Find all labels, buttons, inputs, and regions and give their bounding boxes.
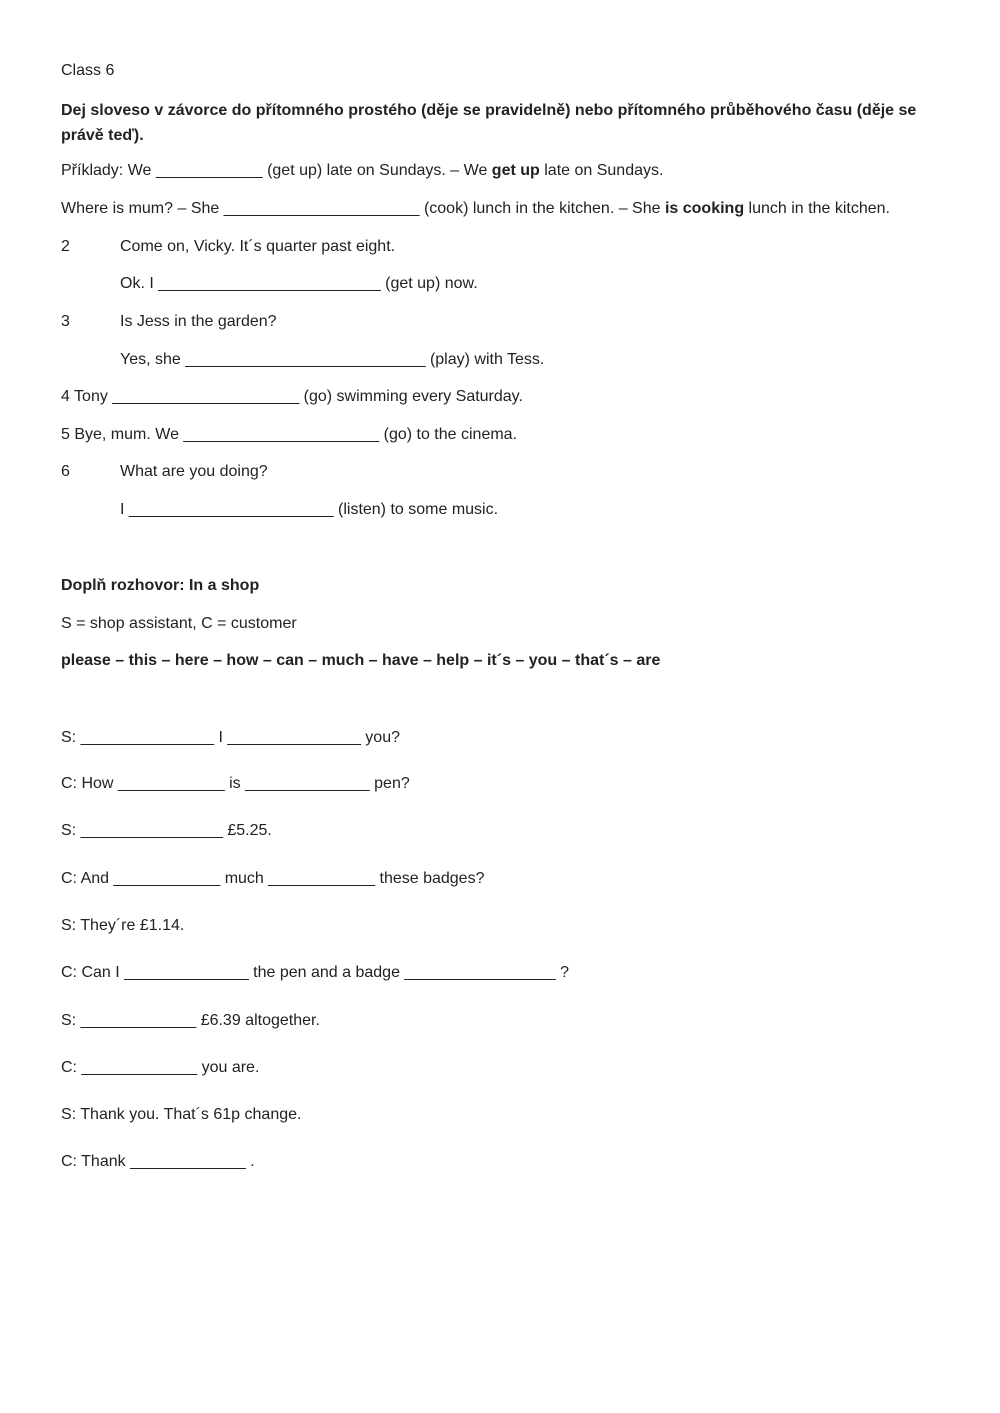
item-6-answer-line: I _______________________ (listen) to some music.	[120, 501, 499, 518]
example-1-suffix: late on Sundays.	[539, 162, 664, 179]
dialogue-line-1: S: _______________ I _______________ you?	[61, 729, 400, 746]
example-2-suffix: lunch in the kitchen.	[744, 200, 890, 217]
dialogue-line-5: S: They´re £1.14.	[61, 917, 185, 934]
item-3-answer-line: Yes, she ___________________________ (play) with Tess.	[120, 351, 545, 368]
item-5: 5 Bye, mum. We ______________________ (go) to the cinema.	[61, 426, 518, 443]
exercise2-title: Doplň rozhovor: In a shop	[61, 577, 260, 594]
example-2-answer: is cooking	[664, 200, 745, 217]
example-2-prefix: Where is mum? – She ______________________ (cook) lunch in the kitchen. – She	[61, 200, 665, 217]
dialogue-line-3: S: ________________ £5.25.	[61, 822, 272, 839]
exercise2-legend: S = shop assistant, C = customer	[61, 615, 297, 632]
dialogue-line-7: S: _____________ £6.39 altogether.	[61, 1012, 320, 1029]
example-1-answer: get up	[491, 162, 540, 179]
dialogue-line-6: C: Can I ______________ the pen and a badge _________________ ?	[61, 964, 570, 981]
item-3-number: 3	[61, 313, 70, 330]
word-bank: please – this – here – how – can – much – have – help – it´s – you – that´s – are	[61, 652, 661, 669]
dialogue-line-8: C: _____________ you are.	[61, 1059, 260, 1076]
example-1	[61, 160, 663, 182]
item-2-number: 2	[61, 238, 70, 255]
dialogue-line-4: C: And ____________ much ____________ these badges?	[61, 870, 485, 887]
item-6-question: What are you doing?	[120, 463, 268, 480]
item-2-question: Come on, Vicky. It´s quarter past eight.	[120, 238, 396, 255]
exercise1-instruction: Dej sloveso v závorce do přítomného prostého (děje se pravidelně) nebo přítomného průběhového času (děje se právě teď).	[61, 102, 917, 144]
example-2	[61, 198, 890, 220]
class-label: Class 6	[61, 62, 115, 79]
example-1-prefix: Příklady: We ____________ (get up) late on Sundays. – We	[61, 162, 492, 179]
item-3-question: Is Jess in the garden?	[120, 313, 277, 330]
item-4: 4 Tony _____________________ (go) swimming every Saturday.	[61, 388, 523, 405]
item-6-number: 6	[61, 463, 70, 480]
item-2-answer-line: Ok. I _________________________ (get up) now.	[120, 275, 478, 292]
dialogue-line-10: C: Thank _____________ .	[61, 1153, 255, 1170]
dialogue-line-9: S: Thank you. That´s 61p change.	[61, 1106, 302, 1123]
dialogue-line-2: C: How ____________ is ______________ pen?	[61, 775, 410, 792]
